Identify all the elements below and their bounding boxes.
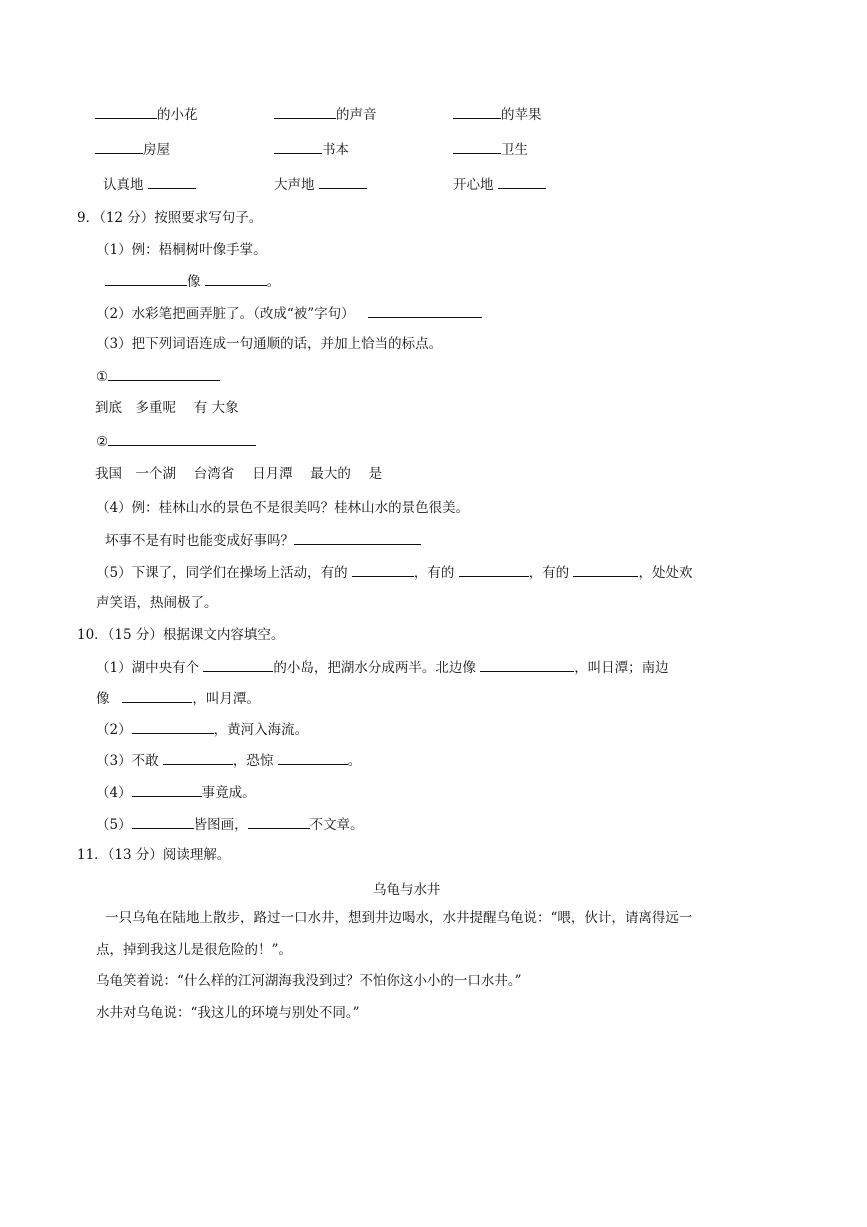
answer-blank[interactable] [453,106,501,119]
phrase-text: 认真地 [103,177,144,193]
phrase-row-3 [274,176,367,193]
static-text: （3）不敢 [96,753,159,769]
answer-blank[interactable] [319,176,367,189]
question-10-heading: 10．（15 分）根据课文内容填空。 [77,627,285,643]
phrase-text: 的声音 [336,107,377,123]
q10-line-1 [96,659,669,676]
static-text: 坏事不是有时也能变成好事吗？ [105,533,294,549]
q10-line-4 [96,784,256,801]
answer-blank[interactable] [95,141,143,154]
q9-words-2: 我国 一个湖 台湾省 日月潭 最大的 是 [95,466,383,482]
static-text: 不文章。 [309,817,364,833]
answer-blank[interactable] [352,564,414,577]
phrase-row-3 [453,176,546,193]
phrase-text: 开心地 [453,177,494,193]
phrase-row-1 [453,106,542,123]
question-9-heading: 9．（12 分）按照要求写句子。 [77,210,263,226]
phrase-text: 卫生 [501,142,528,158]
passage-para-1: 一只乌龟在陆地上散步，路过一口水井，想到井边喝水，水井提醒乌龟说：“喂，伙计，请离得远一 [105,910,693,926]
answer-blank[interactable] [205,273,267,286]
answer-blank[interactable] [459,564,529,577]
answer-blank[interactable] [274,141,322,154]
answer-blank[interactable] [248,816,310,829]
answer-blank[interactable] [278,752,348,765]
q9-sub5-cont: 声笑语，热闹极了。 [96,595,218,611]
passage-title: 乌龟与水井 [373,882,441,898]
static-text: （5） [96,817,132,833]
answer-blank[interactable] [95,106,157,119]
static-text: 。 [347,753,362,769]
static-text: （2） [96,722,132,738]
phrase-row-3 [103,176,196,193]
answer-blank[interactable] [480,659,574,672]
q9-sub4-example: （4）例：桂林山水的景色不是很美吗？桂林山水的景色很美。 [96,500,470,516]
q9-sub1-answer [105,273,280,290]
passage-para-2: 乌龟笑着说：“什么样的江河湖海我没到过？不怕你这小小的一口水井。” [96,973,522,989]
q10-line-1-cont [96,690,260,707]
phrase-text: 大声地 [274,177,315,193]
answer-blank[interactable] [105,273,187,286]
circled-number-2: ② [96,434,109,450]
q9-sub4-question [105,532,421,549]
static-text: ，恐惊 [232,753,274,769]
answer-blank[interactable] [498,176,546,189]
static-text: 。 [266,274,281,290]
phrase-row-2 [453,141,528,158]
q10-line-2 [96,721,308,738]
static-text: （1）湖中央有个 [96,660,200,676]
static-text: 皆图画， [193,817,248,833]
answer-blank[interactable] [203,659,273,672]
answer-blank[interactable] [274,106,336,119]
answer-blank[interactable] [108,433,256,446]
answer-blank[interactable] [132,816,194,829]
static-text: ，黄河入海流。 [213,722,309,738]
q9-sub2 [96,305,482,322]
answer-blank[interactable] [163,752,233,765]
q9-sub1-example: （1）例：梧桐树叶像手掌。 [96,242,267,258]
static-text: （4） [96,785,132,801]
answer-blank[interactable] [132,784,202,797]
phrase-row-2 [95,141,170,158]
phrase-row-2 [274,141,349,158]
q10-line-5 [96,816,364,833]
answer-blank[interactable] [148,176,196,189]
static-text: ，叫月潭。 [192,691,260,707]
static-text: ，处处欢 [638,565,693,581]
phrase-text: 书本 [322,142,349,158]
static-text: 的小岛，把湖水分成两半。北边像 [273,660,476,676]
answer-blank[interactable] [453,141,501,154]
static-text: （5）下课了，同学们在操场上活动，有的 [96,565,348,581]
answer-blank[interactable] [573,564,638,577]
static-text: 像 [187,274,201,290]
answer-blank[interactable] [294,532,421,545]
q10-line-3 [96,752,361,769]
answer-blank[interactable] [122,690,192,703]
static-text: 像 [96,691,110,707]
passage-para-3: 水井对乌龟说：“我这儿的环境与别处不同。” [96,1005,360,1021]
phrase-text: 的苹果 [501,107,542,123]
q9-item-1 [96,368,220,385]
passage-para-1-cont: 点，掉到我这儿是很危险的！”。 [96,942,292,958]
q9-sub5 [96,564,692,581]
phrase-row-1 [274,106,377,123]
answer-blank[interactable] [132,721,214,734]
static-text: 事竟成。 [201,785,256,801]
question-11-heading: 11．（13 分）阅读理解。 [77,847,231,863]
answer-blank[interactable] [368,305,482,318]
static-text: （2）水彩笔把画弄脏了。（改成“被”字句） [96,306,355,322]
static-text: ，叫日潭；南边 [574,660,669,676]
answer-blank[interactable] [108,368,220,381]
static-text: ，有的 [528,565,570,581]
phrase-row-1 [95,106,198,123]
circled-number-1: ① [96,369,109,385]
phrase-text: 的小花 [157,107,198,123]
q9-words-1: 到底 多重呢 有 大象 [95,400,239,416]
q9-sub3: （3）把下列词语连成一句通顺的话，并加上恰当的标点。 [96,336,443,352]
static-text: ，有的 [413,565,455,581]
phrase-text: 房屋 [143,142,170,158]
q9-item-2 [96,433,256,450]
